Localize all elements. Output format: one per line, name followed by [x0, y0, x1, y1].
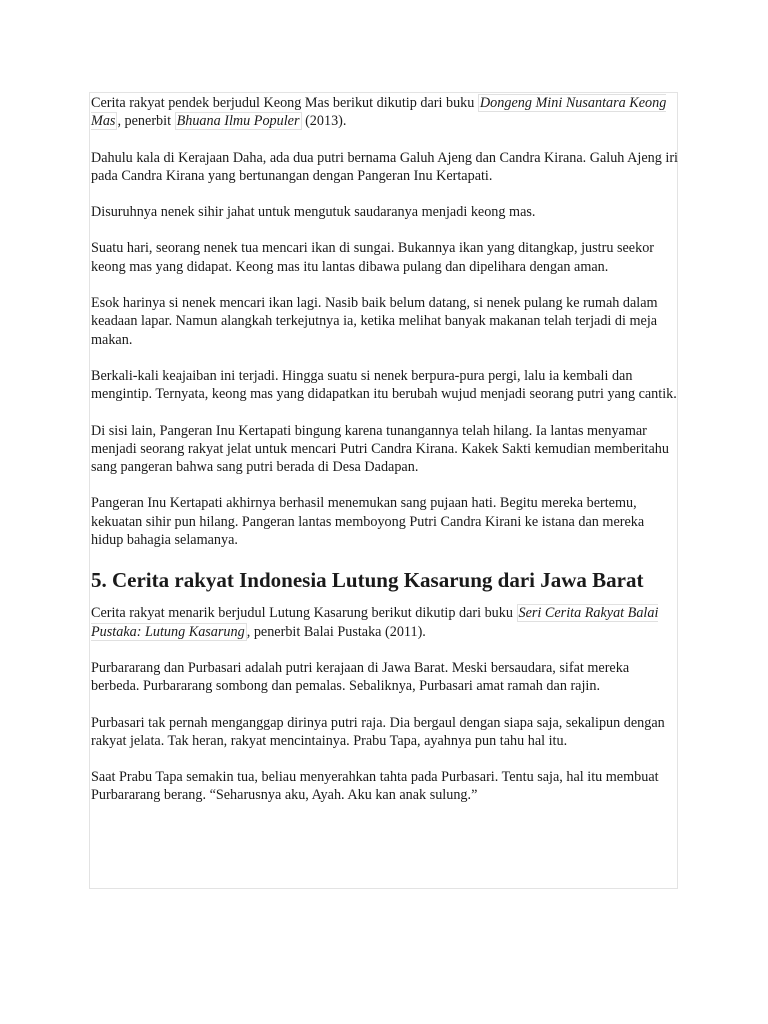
book-title-link[interactable]: Dongeng Mini Nusantara Keong Mas	[91, 95, 667, 130]
story-paragraph: Purbararang dan Purbasari adalah putri kerajaan di Jawa Barat. Meski bersaudara, sifat mereka berbeda. Purbararang sombong dan pemalas. Sebaliknya, Purbasari amat ramah dan rajin.	[91, 659, 630, 695]
story-paragraph: Di sisi lain, Pangeran Inu Kertapati bingung karena tunangannya telah hilang. Ia lantas menyamar menjadi seorang rakyat jelat untuk mencari Putri Candra Kirana. Kakek Sakti kemudian memberitahu sang pangeran bahwa sang putri berada di Desa Dadapan.	[91, 422, 669, 476]
section-heading: 5. Cerita rakyat Indonesia Lutung Kasarung dari Jawa Barat	[91, 568, 644, 593]
story-paragraph: Pangeran Inu Kertapati akhirnya berhasil menemukan sang pujaan hati. Begitu mereka bertemu, kekuatan sihir pun hilang. Pangeran lantas memboyong Putri Candra Kirani ke istana dan mereka hidup bahagia selamanya.	[91, 495, 645, 549]
lutung-kasarung-intro: Cerita rakyat menarik berjudul Lutung Kasarung berikut dikutip dari buku Seri Cerita Rakyat Balai Pustaka: Lutung Kasarung , penerbit Balai Pustaka (2011).	[91, 605, 659, 640]
publisher-link[interactable]: Bhuana Ilmu Populer	[176, 113, 300, 130]
book-title-link[interactable]: Seri Cerita Rakyat Balai Pustaka: Lutung Kasarung	[91, 605, 659, 640]
story-paragraph: Purbasari tak pernah menganggap dirinya putri raja. Dia bergaul dengan siapa saja, sekalipun dengan rakyat jelata. Tak heran, rakyat mencintainya. Prabu Tapa, ayahnya pun tahu hal itu.	[91, 714, 665, 749]
story-paragraph: Disuruhnya nenek sihir jahat untuk mengutuk saudaranya menjadi keong mas.	[91, 204, 536, 221]
story-paragraph: Dahulu kala di Kerajaan Daha, ada dua putri bernama Galuh Ajeng dan Candra Kirana. Galuh Ajeng iri pada Candra Kirana yang bertunangan dengan Pangeran Inu Kertapati.	[91, 149, 678, 184]
keong-mas-intro: Cerita rakyat pendek berjudul Keong Mas berikut dikutip dari buku Dongeng Mini Nusantara Keong Mas , penerbit Bhuana Ilmu Populer (2013).	[91, 95, 667, 130]
story-paragraph: Berkali-kali keajaiban ini terjadi. Hingga suatu si nenek berpura-pura pergi, lalu ia kembali dan mengintip. Ternyata, keong mas yang didapatkan itu berubah wujud menjadi seorang putri yang cantik.	[91, 367, 677, 403]
story-paragraph: Saat Prabu Tapa semakin tua, beliau menyerahkan tahta pada Purbasari. Tentu saja, hal itu membuat Purbararang berang. “Seharusnya aku, Ayah. Aku kan anak sulung.”	[91, 769, 659, 804]
story-paragraph: Suatu hari, seorang nenek tua mencari ikan di sungai. Bukannya ikan yang ditangkap, justru seekor keong mas yang didapat. Keong mas itu lantas dibawa pulang dan dipelihara dengan aman.	[91, 240, 655, 275]
story-paragraph: Esok harinya si nenek mencari ikan lagi. Nasib baik belum datang, si nenek pulang ke rumah dalam keadaan lapar. Namun alangkah terkejutnya ia, ketika melihat banyak makanan telah terjadi di meja makan.	[91, 295, 658, 348]
article-content	[91, 94, 679, 823]
